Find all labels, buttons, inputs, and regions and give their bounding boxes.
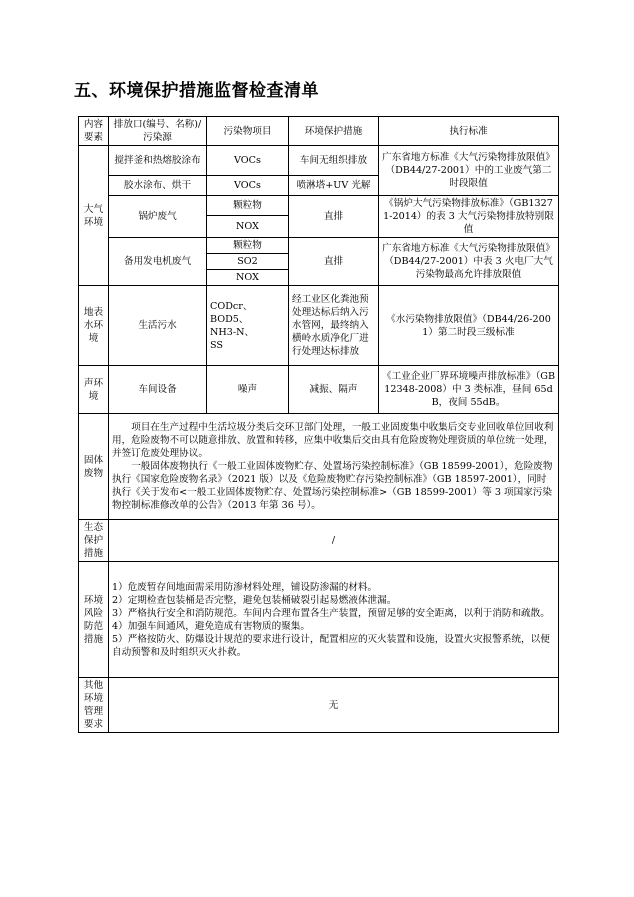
page-title: 五、环境保护措施监督检查清单	[74, 81, 319, 101]
pollutant-cell: NOX	[207, 216, 289, 238]
header-cell: 污染物项目	[207, 117, 289, 146]
category-cell: 生态保护措施	[79, 520, 109, 562]
content-cell	[109, 414, 559, 520]
pollutant-cell: SO2	[207, 254, 289, 270]
measure-cell: 直排	[289, 238, 379, 286]
measure-cell: 减振、隔声	[289, 366, 379, 414]
measure-cell: 车间无组织排放	[289, 146, 379, 176]
measure-cell: 喷淋塔+UV 光解	[289, 176, 379, 196]
source-cell: 车间设备	[109, 366, 207, 414]
header-cell: 排放口(编号、名称)/污染源	[109, 117, 207, 146]
pollutant-item: NH3-N、	[210, 326, 255, 338]
table-row	[79, 414, 559, 520]
category-cell: 地表水环境	[79, 286, 109, 366]
pollutant-cell: VOCs	[207, 146, 289, 176]
standard-cell: 《工业企业厂界环境噪声排放标准》（GB12348-2008）中 3 类标准，昼间 65dB，夜间 55dB。	[379, 366, 559, 414]
pollutant-cell	[207, 286, 289, 366]
table-row	[79, 678, 559, 733]
content-cell: 无	[109, 678, 559, 733]
table-row	[79, 286, 559, 366]
source-cell: 备用发电机废气	[109, 238, 207, 286]
risk-item: 1）危废暂存间地面需采用防渗材料处理，铺设防渗漏的材料。	[112, 581, 378, 593]
standard-cell: 《水污染物排放限值》（DB44/26-2001）第二时段三级标准	[379, 286, 559, 366]
table-row	[79, 562, 559, 678]
measure-cell: 经工业区化粪池预处理达标后纳入污水管网，最终纳入横岭水质净化厂进行处理达标排放	[289, 286, 379, 366]
pollutant-cell: 噪声	[207, 366, 289, 414]
header-cell: 执行标准	[379, 117, 559, 146]
risk-item: 5）严格按防火、防爆设计规范的要求进行设计，配置相应的灭火装置和设施，设置火灾报警系统，以便自动预警和及时组织灭火扑救。	[112, 633, 550, 658]
header-cell: 内容要素	[79, 117, 109, 146]
table-row	[79, 146, 559, 176]
header-row	[79, 117, 559, 146]
table-row	[79, 520, 559, 562]
pollutant-cell: 颗粒物	[207, 196, 289, 216]
source-cell: 生活污水	[109, 286, 207, 366]
pollutant-item: CODcr、	[210, 300, 253, 312]
standard-cell: 广东省地方标准《大气污染物排放限值》（DB44/27-2001）中的工业废气第二时段限值	[379, 146, 559, 196]
risk-item: 3）严格执行安全和消防规范。车间内合理布置各生产装置，预留足够的安全距离，以利于消防和疏散。	[112, 607, 550, 619]
pollutant-cell: VOCs	[207, 176, 289, 196]
table-row	[79, 366, 559, 414]
standard-cell: 广东省地方标准《大气污染物排放限值》（DB44/27-2001）中表 3 火电厂大气污染物最高允许排放限值	[379, 238, 559, 286]
content-cell	[109, 562, 559, 678]
pollutant-cell: NOX	[207, 270, 289, 286]
table-row	[79, 238, 559, 254]
category-cell: 声环境	[79, 366, 109, 414]
standard-cell: 《锅炉大气污染物排放标准》（GB13271-2014）的表 3 大气污染物排放特别限值	[379, 196, 559, 238]
pollutant-item: SS	[210, 339, 223, 351]
source-cell: 锅炉废气	[109, 196, 207, 238]
source-cell: 搅拌釜和热熔胶涂布	[109, 146, 207, 176]
category-cell: 其他环境管理要求	[79, 678, 109, 733]
category-cell: 大气环境	[79, 146, 109, 286]
header-cell: 环境保护措施	[289, 117, 379, 146]
category-cell: 固体废物	[79, 414, 109, 520]
category-cell: 环境风险防范措施	[79, 562, 109, 678]
pollutant-cell: 颗粒物	[207, 238, 289, 254]
risk-item: 4）加强车间通风，避免造成有害物质的聚集。	[112, 620, 310, 632]
source-cell: 胶水涂布、烘干	[109, 176, 207, 196]
solid-paragraph: 项目在生产过程中生活垃圾分类后交环卫部门处理，一般工业固废集中收集后交专业回收单位回收利用，危险废物不可以随意排放、放置和转移，应集中收集后交由具有危险废物处理资质的单位统一处理，并签订危废处理协议。	[112, 422, 554, 459]
measure-cell: 直排	[289, 196, 379, 238]
table-row	[79, 196, 559, 216]
solid-paragraph: 一般固体废物执行《一般工业固体废物贮存、处置场污染控制标准》（GB 18599-2001），危险废物执行《国家危险废物名录》（2021 版）以及《危险废物贮存污染控制标准》（GB 18597-2001），同时执行《关于发布<一般工业固体废物贮存、处置场污染控制标准>（GB 18599-2001）等 3 项国家污染物控制标准修改单的公告》（2013 年第 36 号）。	[112, 461, 553, 511]
risk-item: 2）定期检查包装桶是否完整，避免包装桶破裂引起易燃液体泄漏。	[112, 594, 397, 606]
pollutant-item: BOD5、	[210, 313, 249, 325]
supervision-checklist-table	[78, 116, 559, 733]
content-cell: /	[109, 520, 559, 562]
